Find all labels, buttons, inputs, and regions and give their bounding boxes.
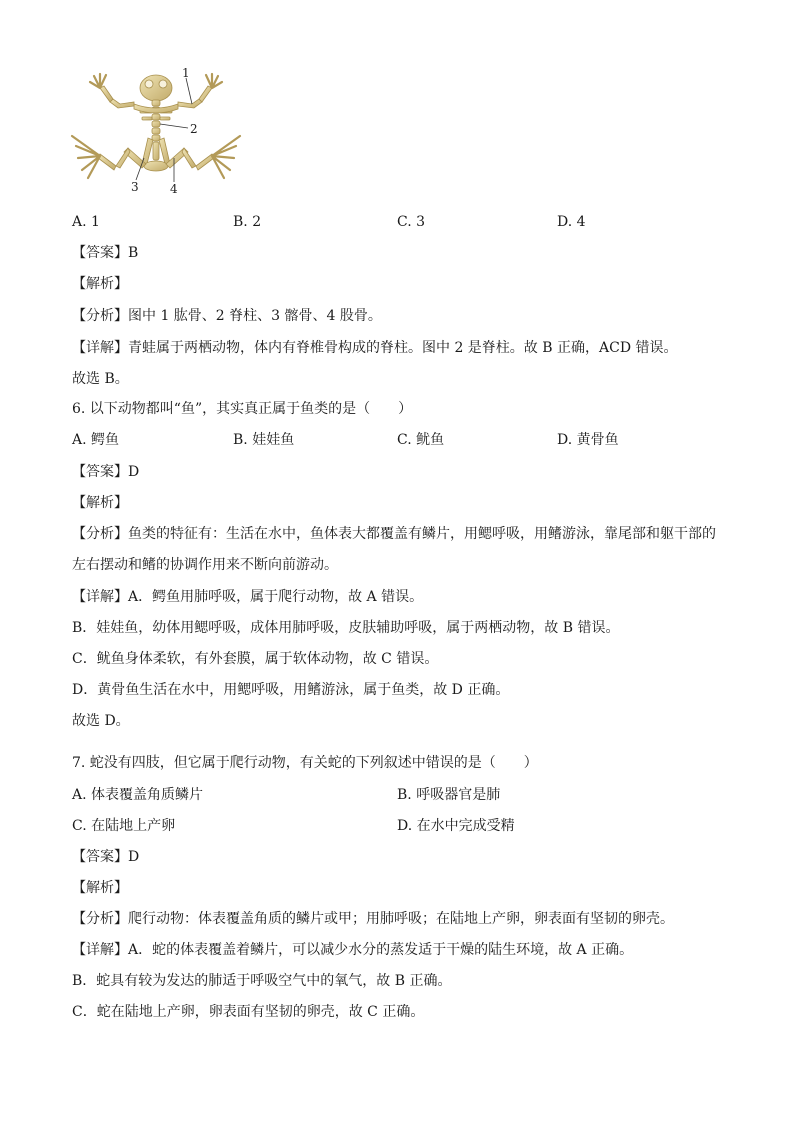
q7-analysis-heading: 【解析】	[72, 880, 128, 896]
figure-label-2: 2	[190, 122, 198, 136]
q7-option-a: A. 体表覆盖角质鳞片	[72, 787, 204, 803]
q6-conclusion: 故选 D。	[72, 713, 130, 729]
q7-xiangjie-b: B．蛇具有较为发达的肺适于呼吸空气中的氧气，故 B 正确。	[72, 973, 452, 989]
q7-answer: 【答案】D	[72, 849, 140, 865]
q6-analysis-heading: 【解析】	[72, 495, 128, 511]
q6-option-b: B. 娃娃鱼	[233, 432, 295, 448]
frog-skeleton-figure	[70, 66, 246, 196]
q7-question: 7. 蛇没有四肢，但它属于爬行动物，有关蛇的下列叙述中错误的是（ ）	[72, 755, 538, 771]
q7-xiangjie-a: 【详解】A．蛇的体表覆盖着鳞片，可以减少水分的蒸发适于干燥的陆生环境，故 A 正确。	[72, 942, 634, 958]
q5-option-b: B. 2	[233, 214, 262, 230]
figure-label-4: 4	[170, 182, 178, 196]
q7-fenxi: 【分析】爬行动物：体表覆盖角质的鳞片或甲；用肺呼吸；在陆地上产卵，卵表面有坚韧的卵壳。	[72, 911, 674, 927]
q5-conclusion: 故选 B。	[72, 371, 129, 387]
q5-answer: 【答案】B	[72, 245, 139, 261]
q6-option-a: A. 鳄鱼	[72, 432, 120, 448]
q5-option-a: A. 1	[72, 214, 100, 230]
q7-option-d: D. 在水中完成受精	[397, 818, 515, 834]
q6-xiangjie-b: B．娃娃鱼，幼体用鳃呼吸，成体用肺呼吸，皮肤辅助呼吸，属于两栖动物，故 B 错误。	[72, 620, 620, 636]
q6-option-c: C. 鱿鱼	[397, 432, 445, 448]
figure-label-3: 3	[131, 180, 139, 194]
q7-option-c: C. 在陆地上产卵	[72, 818, 176, 834]
q5-analysis-heading: 【解析】	[72, 276, 128, 292]
q5-fenxi: 【分析】图中 1 肱骨、2 脊柱、3 髂骨、4 股骨。	[72, 308, 382, 324]
q6-answer: 【答案】D	[72, 464, 140, 480]
figure-label-1: 1	[182, 66, 190, 80]
q7-option-b: B. 呼吸器官是肺	[397, 787, 501, 803]
q5-xiangjie: 【详解】青蛙属于两栖动物，体内有脊椎骨构成的脊柱。图中 2 是脊柱。故 B 正确，ACD 错误。	[72, 340, 678, 356]
q5-option-c: C. 3	[397, 214, 426, 230]
q5-option-d: D. 4	[557, 214, 586, 230]
q6-xiangjie-d: D．黄骨鱼生活在水中，用鳃呼吸，用鳍游泳，属于鱼类，故 D 正确。	[72, 682, 510, 698]
q7-xiangjie-c: C．蛇在陆地上产卵，卵表面有坚韧的卵壳，故 C 正确。	[72, 1004, 425, 1020]
q6-xiangjie-a: 【详解】A．鳄鱼用肺呼吸，属于爬行动物，故 A 错误。	[72, 589, 424, 605]
q6-xiangjie-c: C．鱿鱼身体柔软，有外套膜，属于软体动物，故 C 错误。	[72, 651, 439, 667]
q6-question: 6. 以下动物都叫“鱼”，其实真正属于鱼类的是（ ）	[72, 401, 413, 417]
q6-fenxi-line2: 左右摆动和鳍的协调作用来不断向前游动。	[72, 557, 338, 573]
q6-option-d: D. 黄骨鱼	[557, 432, 619, 448]
q6-fenxi-line1: 【分析】鱼类的特征有：生活在水中，鱼体表大都覆盖有鳞片，用鳃呼吸，用鳍游泳，靠尾部和躯干部的	[72, 526, 716, 542]
